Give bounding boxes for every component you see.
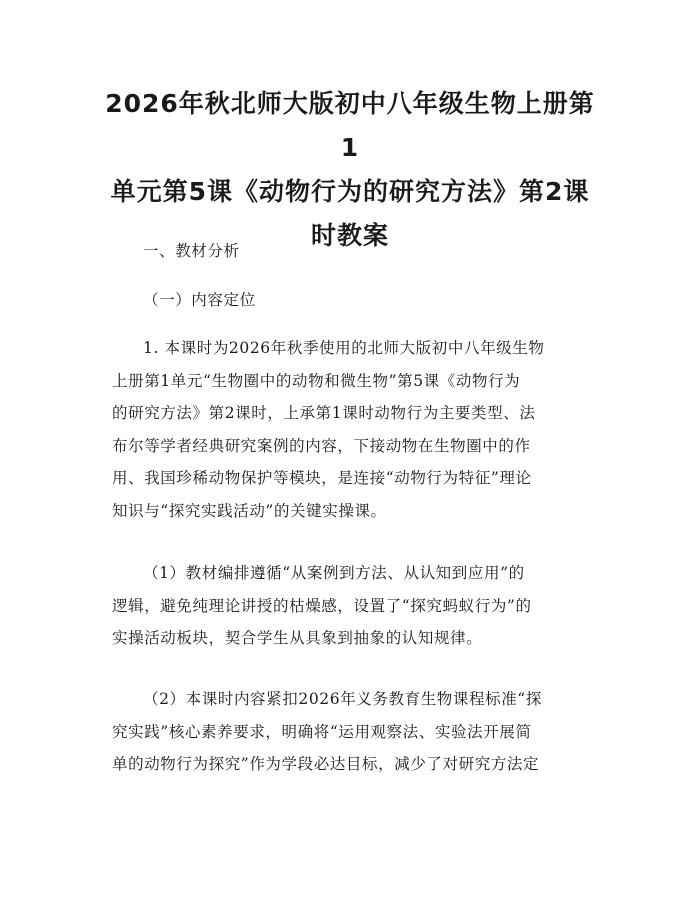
paragraph-line: 的研究方法》第2课时，上承第1课时动物行为主要类型、法 (112, 404, 536, 422)
paragraph-line: 用、我国珍稀动物保护等模块，是连接“动物行为特征”理论 (112, 469, 532, 487)
title-line: 时教案 (310, 221, 389, 250)
document-title (100, 82, 600, 258)
paragraph-line: 逻辑，避免纯理论讲授的枯燥感，设置了“探究蚂蚁行为”的 (112, 596, 532, 615)
heading-text: 一、教材分析 (143, 242, 240, 260)
paragraph-point-1 (112, 557, 594, 655)
paragraph-line: 布尔等学者经典研究案例的内容，下接动物在生物圈中的作 (112, 436, 531, 455)
subsection-heading (112, 284, 625, 317)
title-line: 单元第5课《动物行为的研究方法》第2课 (110, 177, 590, 206)
paragraph-line: 实操活动板块，契合学生从具象到抽象的认知规律。 (112, 629, 483, 647)
paragraph-line: （2）本课时内容紧扣2026年义务教育生物课程标准“探 (143, 690, 542, 708)
title-line: 2026年秋北师大版初中八年级生物上册第1 (105, 89, 595, 162)
paragraph-line: 单的动物行为探究”作为学段必达目标，减少了对研究方法定 (112, 755, 540, 773)
paragraph-line: 知识与“探究实践活动”的关键实操课。 (112, 501, 387, 520)
paragraph-line: 上册第1单元“生物圈中的动物和微生物”第5课《动物行为 (112, 371, 521, 390)
paragraph-content-position (112, 332, 594, 527)
paragraph-line: 1. 本课时为2026年秋季使用的北师大版初中八年级生物 (143, 339, 545, 357)
paragraph-point-2 (112, 683, 594, 781)
heading-text: （一）内容定位 (143, 291, 256, 309)
paragraph-line: 究实践”核心素养要求，明确将“运用观察法、实验法开展简 (112, 722, 532, 741)
section-heading (112, 235, 625, 268)
paragraph-line: （1）教材编排遵循“从案例到方法、从认知到应用”的 (143, 564, 525, 582)
